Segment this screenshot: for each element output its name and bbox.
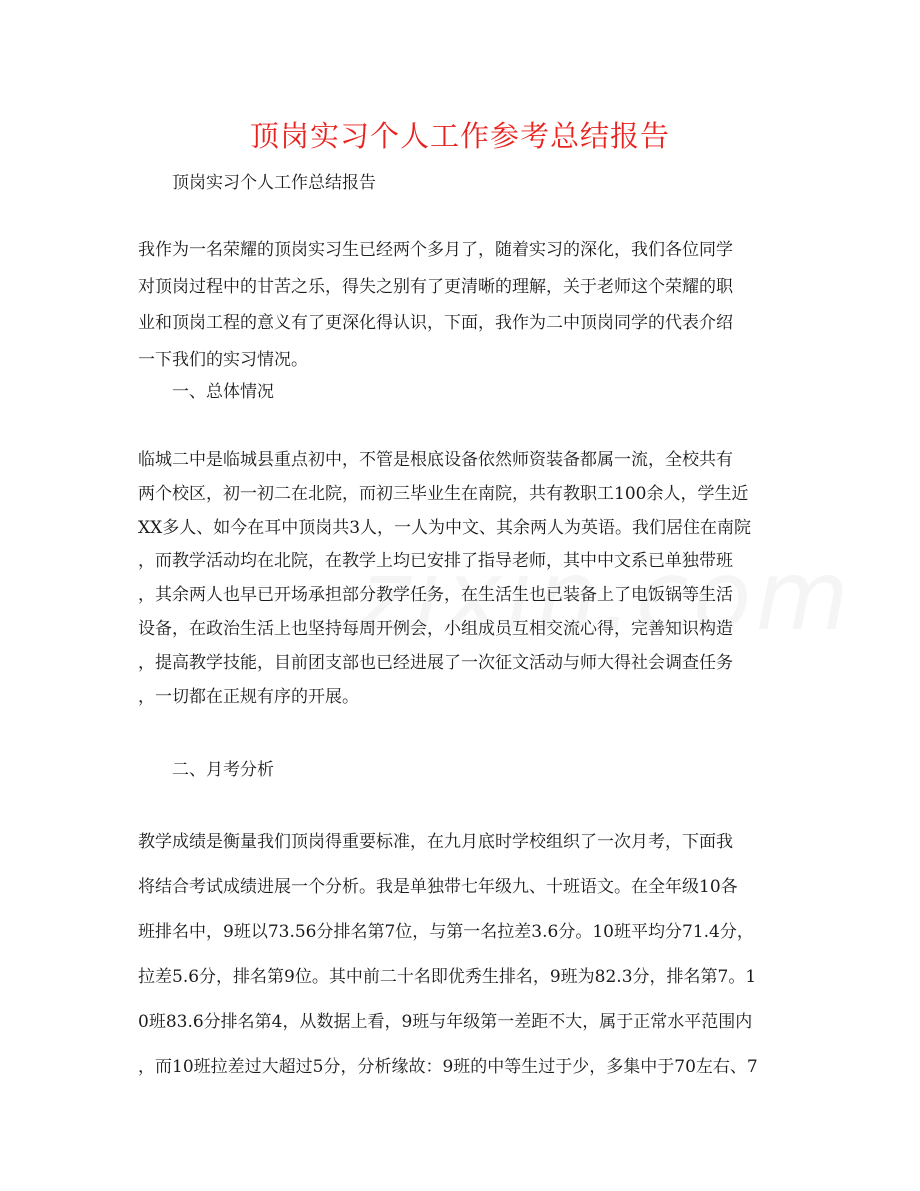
paragraph-line: ，其余两人也早已开场承担部分教学任务，在生活生也已装备上了电饭锅等生活 [138,585,733,606]
paragraph-line: 业和顶岗工程的意义有了更深化得认识，下面，我作为二中顶岗同学的代表介绍 [138,313,733,333]
paragraph-line: 拉差5.6分，排名第9位。其中前二十名即优秀生排名，9班为82.3分，排名第7。1 [138,967,757,987]
paragraph-line: ，而教学活动均在北院，在教学上均已安排了指导老师，其中中文系已单独带班 [138,551,733,572]
overview-paragraph [138,444,783,714]
intro-paragraph [138,232,783,378]
paragraph-line: 教学成绩是衡量我们顶岗得重要标准，在九月底时学校组织了一次月考，下面我 [138,832,733,852]
paragraph-line: 0班83.6分排名第4，从数据上看，9班与年级第一差距不大，属于正常水平范围内 [138,1012,753,1032]
paragraph-line: 两个校区，初一初二在北院，而初三毕业生在南院，共有教职工100余人，学生近 [138,483,749,504]
document-subtitle: 顶岗实习个人工作总结报告 [172,173,376,193]
document-title: 顶岗实习个人工作参考总结报告 [249,119,670,153]
paragraph-line: ，一切都在正规有序的开展。 [138,686,359,707]
paragraph-line: 设备，在政治生活上也坚持每周开例会，小组成员互相交流心得，完善知识构造 [138,618,733,639]
paragraph-line: 一下我们的实习情况。 [138,349,308,370]
paragraph-line: ，而10班拉差过大超过5分，分析缘故：9班的中等生过于少，多集中于70左右、7 [138,1057,758,1077]
paragraph-line: 我作为一名荣耀的顶岗实习生已经两个多月了，随着实习的深化，我们各位同学 [138,240,733,260]
paragraph-line: 将结合考试成绩进展一个分析。我是单独带七年级九、十班语文。在全年级10各 [138,877,738,897]
paragraph-line: 班排名中，9班以73.56分排名第7位，与第一名拉差3.6分。10班平均分71.4分， [138,922,754,942]
paragraph-line: 对顶岗过程中的甘苦之乐，得失之别有了更清晰的理解，关于老师这个荣耀的职 [138,276,733,297]
paragraph-line: ，提高教学技能，目前团支部也已经进展了一次征文活动与师大得社会调查任务 [138,652,733,673]
section-heading-overview: 一、总体情况 [172,382,274,402]
monthly-exam-paragraph [138,820,783,1090]
section-heading-monthly-exam: 二、月考分析 [172,760,274,780]
paragraph-line: 临城二中是临城县重点初中，不管是根底设备依然师资装备都属一流，全校共有 [138,450,733,470]
paragraph-line: XX多人、如今在耳中顶岗共3人，一人为中文、其余两人为英语。我们居住在南院 [138,517,752,538]
